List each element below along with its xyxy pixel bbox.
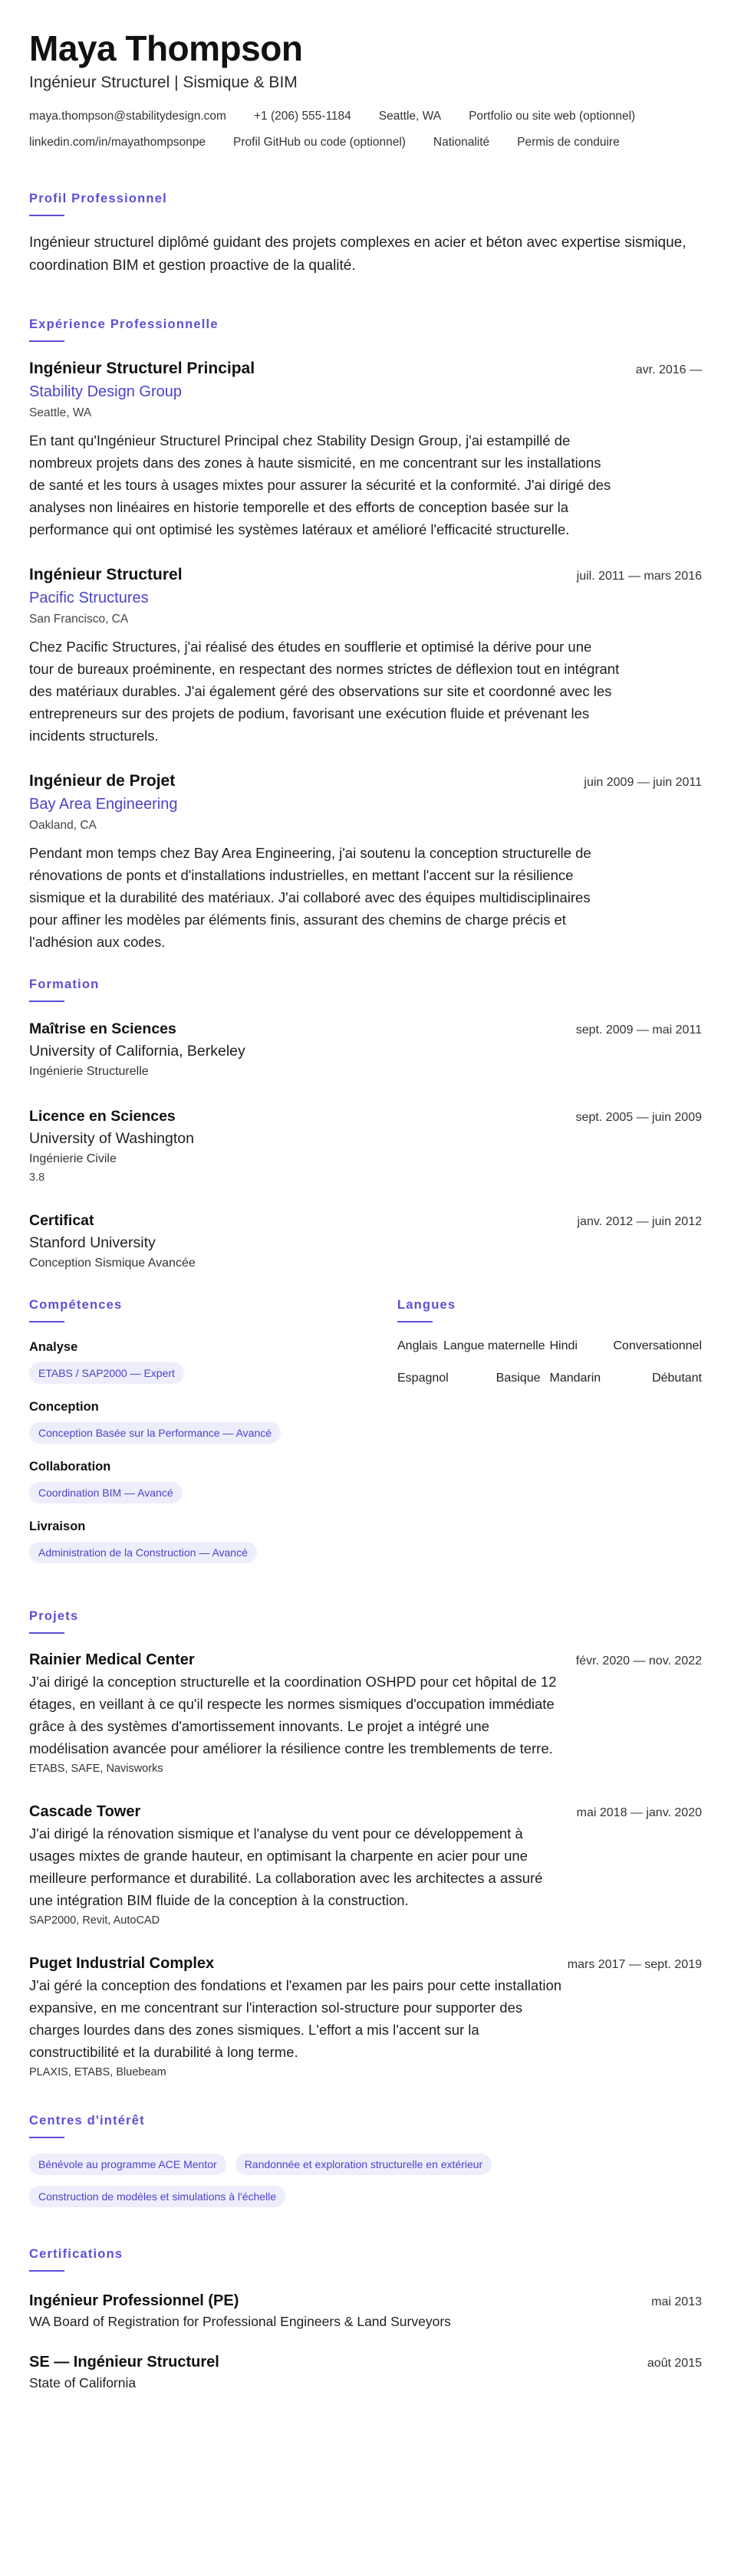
language-name: Anglais: [397, 1339, 438, 1352]
skill-group: [29, 1457, 351, 1503]
job-title: Ingénieur de Projet: [29, 772, 176, 790]
project-name: Rainier Medical Center: [29, 1651, 195, 1668]
job-date: juil. 2011 — mars 2016: [576, 570, 702, 583]
skill-category: Analyse: [29, 1340, 78, 1354]
skill-category: Livraison: [29, 1520, 86, 1533]
project-entry: [29, 1801, 702, 1930]
section-divider: [397, 1321, 433, 1322]
skill-group: [29, 1517, 351, 1563]
certification-issuer: State of California: [29, 2375, 137, 2390]
language-level: Débutant: [652, 1372, 702, 1385]
project-description: J'ai géré la conception des fondations et l'examen par les pairs pour cette installation expansive, en me concentrant sur l'interaction sol-structure pour supporter des charges lourdes dans des zones sismiques. L'effort a mis l'accent sur la constructibilité et la durabilité à long terme.: [29, 1977, 562, 2060]
summary-text: Ingénieur structurel diplômé guidant des projets complexes en acier et béton avec expertise sismique, coordination BIM et gestion proactive de la qualité.: [29, 235, 687, 274]
experience-entry: [29, 357, 702, 540]
contact-github[interactable]: Profil GitHub ou code (optionnel): [233, 136, 406, 149]
gpa-score: 3.8: [29, 1171, 45, 1184]
language-row: [397, 1370, 702, 1387]
certification-entry: [29, 2290, 702, 2331]
company-name: Pacific Structures: [29, 590, 149, 606]
job-description: Chez Pacific Structures, j'ai réalisé des études en soufflerie et optimisé la dérive pour une tour de bureaux proéminente, en respectant des normes strictes de déflexion tout en intégrant des matériaux durables. J'ai également géré des observations sur site et coordonné avec les entrepreneurs sur des projets de podium, favorisant une exécution fluide et prévenant les incidents structurels.: [29, 639, 620, 744]
section-divider: [29, 1632, 64, 1634]
project-tools: ETABS, SAFE, Navisworks: [29, 1763, 163, 1775]
project-date: mars 2017 — sept. 2019: [567, 1958, 702, 1971]
company-name: Bay Area Engineering: [29, 796, 178, 813]
skills-section: [29, 1296, 351, 1577]
skill-group: [29, 1398, 351, 1444]
section-title: Centres d'intérêt: [29, 2114, 145, 2128]
interest-pill: Bénévole au programme ACE Mentor: [29, 2154, 226, 2175]
skill-group: [29, 1338, 351, 1384]
skill-pill: Administration de la Construction — Avancé: [29, 1542, 257, 1563]
degree-title: Licence en Sciences: [29, 1108, 176, 1125]
education-entry: [29, 1209, 702, 1273]
interest-pill: Construction de modèles et simulations à l'échelle: [29, 2186, 285, 2207]
education-section: [29, 976, 702, 1273]
job-description: Pendant mon temps chez Bay Area Engineering, j'ai soutenu la conception structurelle de rénovations de ponts et d'installations industrielles, en mettant l'accent sur la résilience sismique et la durabilité des matériaux. J'ai collaboré avec des équipes multidisciplinaires pour affiner les modèles par éléments finis, assurant des chemins de charge précis et l'adhésion aux codes.: [29, 845, 591, 950]
contact-list: [29, 107, 702, 152]
project-entry: [29, 1953, 702, 2082]
resume-header: [29, 28, 702, 152]
institution-name: University of Washington: [29, 1130, 194, 1147]
study-area: Ingénierie Structurelle: [29, 1065, 149, 1078]
contact-nationality: Nationalité: [433, 136, 490, 149]
section-divider: [29, 1321, 64, 1322]
education-date: sept. 2009 — mai 2011: [575, 1024, 702, 1037]
summary-section: [29, 190, 702, 278]
skill-pill: Coordination BIM — Avancé: [29, 1482, 183, 1503]
contact-email[interactable]: maya.thompson@stabilitydesign.com: [29, 110, 226, 123]
job-date: avr. 2016 —: [635, 363, 702, 376]
education-entry: [29, 1017, 702, 1082]
skills-languages-row: [29, 1296, 702, 1577]
project-name: Cascade Tower: [29, 1803, 141, 1820]
section-title: Langues: [397, 1298, 456, 1312]
section-title: Compétences: [29, 1298, 123, 1312]
institution-name: University of California, Berkeley: [29, 1043, 245, 1060]
skill-category: Collaboration: [29, 1460, 111, 1474]
education-date: sept. 2005 — juin 2009: [575, 1111, 702, 1124]
experience-entry: [29, 564, 702, 747]
project-description: J'ai dirigé la conception structurelle et la coordination OSHPD pour cet hôpital de 12 étages, en veillant à ce qu'il respecte les normes sismiques d'occupation immédiate grâce à des systèmes d'amortissement innovants. Le projet a intégré une modélisation avancée pour améliorer la résilience contre les tremblements de terre.: [29, 1674, 557, 1756]
contact-linkedin[interactable]: linkedin.com/in/mayathompsonpe: [29, 136, 206, 149]
project-date: févr. 2020 — nov. 2022: [575, 1654, 702, 1668]
section-divider: [29, 1001, 64, 1002]
project-entry: [29, 1649, 702, 1778]
company-name: Stability Design Group: [29, 383, 182, 400]
section-title: Formation: [29, 978, 100, 991]
certification-entry: [29, 2351, 702, 2393]
project-tools: PLAXIS, ETABS, Bluebeam: [29, 2066, 166, 2078]
section-divider: [29, 2137, 64, 2138]
section-title: Expérience Professionnelle: [29, 317, 219, 331]
job-title: Ingénieur Structurel: [29, 566, 183, 583]
education-date: janv. 2012 — juin 2012: [577, 1215, 702, 1228]
language-level: Basique: [496, 1372, 541, 1385]
certification-date: mai 2013: [651, 2295, 702, 2308]
language-level: Conversationnel: [613, 1339, 702, 1352]
contact-driving-license: Permis de conduire: [517, 136, 620, 149]
contact-phone[interactable]: +1 (206) 555-1184: [253, 110, 351, 123]
section-title: Certifications: [29, 2247, 123, 2261]
language-name: Hindi: [549, 1339, 578, 1352]
contact-portfolio[interactable]: Portfolio ou site web (optionnel): [469, 110, 636, 123]
section-divider: [29, 2270, 64, 2272]
section-title: Projets: [29, 1609, 79, 1623]
section-divider: [29, 215, 64, 216]
job-location: Oakland, CA: [29, 819, 97, 832]
interest-pill: Randonnée et exploration structurelle en extérieur: [235, 2154, 492, 2175]
education-entry: [29, 1105, 702, 1186]
skill-category: Conception: [29, 1400, 99, 1414]
section-title: Profil Professionnel: [29, 192, 167, 205]
language-name: Mandarin: [549, 1372, 601, 1385]
job-location: San Francisco, CA: [29, 613, 129, 626]
contact-location: Seattle, WA: [378, 110, 442, 123]
languages-section: [397, 1296, 702, 1577]
project-name: Puget Industrial Complex: [29, 1955, 215, 1972]
project-description: J'ai dirigé la rénovation sismique et l'analyse du vent pour ce développement à usages mixtes de grande hauteur, en optimisant la charpente en acier pour une meilleure performance et durabilité. La collaboration avec les architectes a assuré une intégration BIM fluide de la conception à la construction.: [29, 1825, 543, 1908]
job-description: En tant qu'Ingénieur Structurel Principal chez Stability Design Group, j'ai estampillé de nombreux projets dans des zones à haute sismicité, en me concentrant sur les installations de santé et les tours à usages mixtes pour assurer la sécurité et la conformité. J'ai dirigé des analyses non linéaires en historie temporelle et des efforts de conception basée sur la performance qui ont optimisé les systèmes latéraux et amélioré l'efficacité structurelle.: [29, 432, 611, 537]
certification-name: SE — Ingénieur Structurel: [29, 2354, 219, 2371]
study-area: Conception Sismique Avancée: [29, 1257, 196, 1270]
project-date: mai 2018 — janv. 2020: [576, 1806, 702, 1819]
certification-date: août 2015: [647, 2357, 702, 2370]
candidate-headline: Ingénieur Structurel | Sismique & BIM: [29, 74, 298, 91]
skill-pill: ETABS / SAP2000 — Expert: [29, 1362, 184, 1384]
interests-section: [29, 2112, 702, 2207]
experience-entry: [29, 770, 702, 953]
experience-section: [29, 316, 702, 953]
candidate-name: Maya Thompson: [29, 28, 303, 68]
language-row: [397, 1338, 702, 1355]
degree-title: Maîtrise en Sciences: [29, 1020, 176, 1037]
skill-pill: Conception Basée sur la Performance — Avancé: [29, 1422, 281, 1444]
institution-name: Stanford University: [29, 1234, 156, 1251]
project-tools: SAP2000, Revit, AutoCAD: [29, 1914, 160, 1927]
language-level: Langue maternelle: [443, 1339, 545, 1352]
certifications-section: [29, 2246, 702, 2393]
language-name: Espagnol: [397, 1372, 449, 1385]
certification-issuer: WA Board of Registration for Professional Engineers & Land Surveyors: [29, 2314, 451, 2329]
job-location: Seattle, WA: [29, 406, 92, 419]
degree-title: Certificat: [29, 1212, 94, 1229]
interest-list: [29, 2154, 597, 2207]
certification-name: Ingénieur Professionnel (PE): [29, 2292, 239, 2309]
projects-section: [29, 1608, 702, 2082]
study-area: Ingénierie Civile: [29, 1152, 117, 1165]
job-title: Ingénieur Structurel Principal: [29, 360, 255, 377]
section-divider: [29, 340, 64, 342]
job-date: juin 2009 — juin 2011: [584, 776, 702, 789]
